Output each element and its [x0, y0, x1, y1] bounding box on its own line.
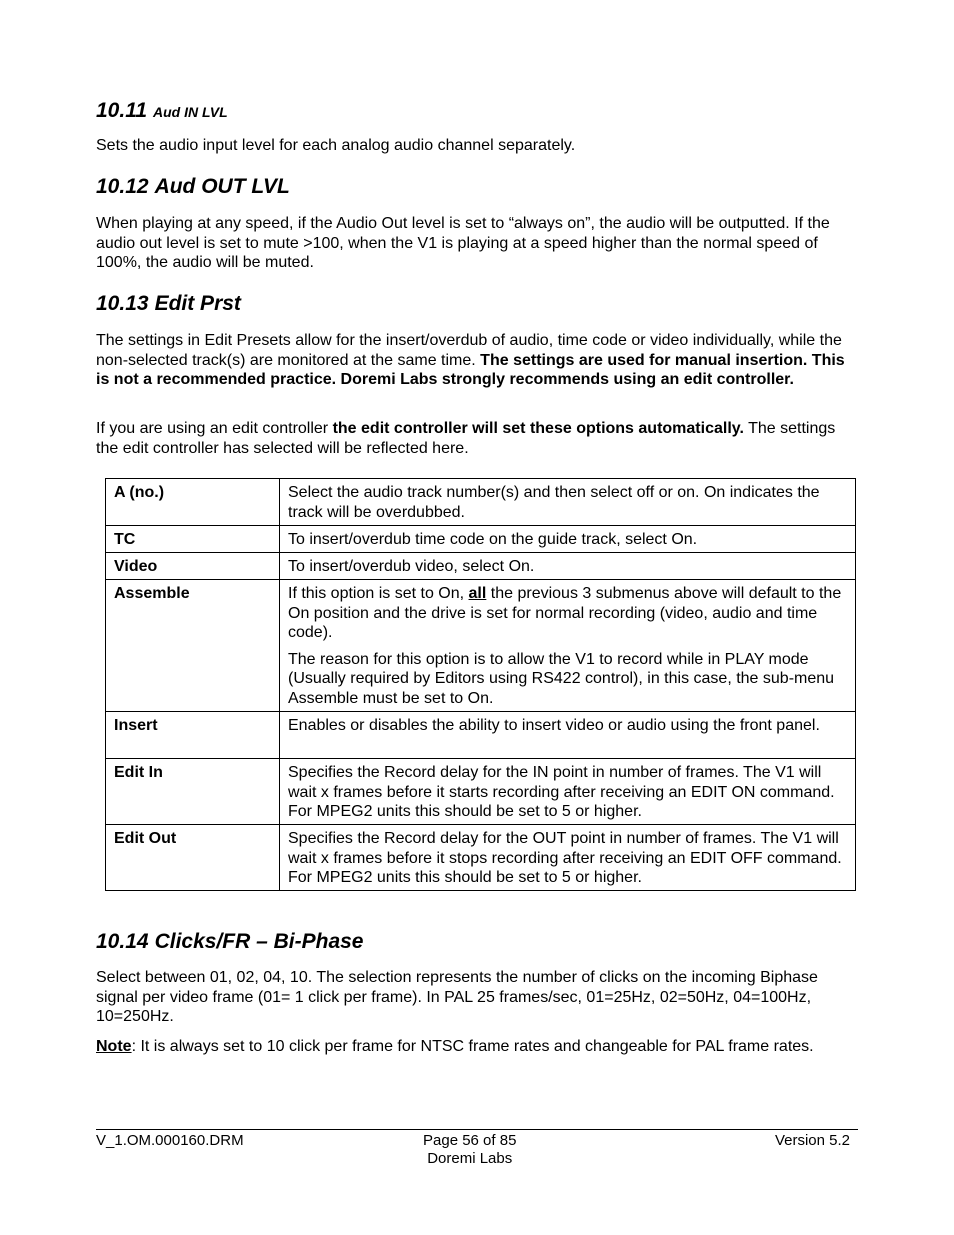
value-emphasis: all — [468, 585, 487, 602]
edit-presets-table — [105, 478, 856, 891]
value-text: If this option is set to On, — [288, 585, 469, 602]
table-row — [106, 526, 856, 553]
table-value: Specifies the Record delay for the IN point in number of frames. The V1 will wait x frames before it starts recording after receiving an EDIT ON command. For MPEG2 units this should be set to 5 or higher. — [280, 759, 856, 825]
heading-10-13 — [96, 291, 241, 316]
table-value: To insert/overdub time code on the guide track, select On. — [280, 526, 856, 553]
table-key: A (no.) — [106, 479, 280, 526]
table-value: Specifies the Record delay for the OUT point in number of frames. The V1 will wait x frames before it stops recording after receiving an EDIT OFF command. For MPEG2 units this should be set to 5 or higher. — [280, 825, 856, 891]
footer-company: Doremi Labs — [427, 1149, 513, 1167]
table-row — [106, 479, 856, 526]
table-key: Edit In — [106, 759, 280, 825]
footer-page-number: Page 56 of 85 — [423, 1132, 517, 1149]
heading-title: Clicks/FR – Bi-Phase — [154, 930, 364, 953]
table-row — [106, 712, 856, 759]
table-value: Enables or disables the ability to insert video or audio using the front panel. — [280, 712, 856, 759]
note-label: Note — [96, 1038, 132, 1055]
heading-number: 10.13 — [96, 292, 149, 315]
heading-number: 10.12 — [96, 175, 149, 198]
table-key: Video — [106, 553, 280, 580]
table-key: Assemble — [106, 580, 280, 712]
section-10-12-body: When playing at any speed, if the Audio Out level is set to “always on”, the audio will be outputted. If the audio out level is set to mute >100, when the V1 is playing at a speed higher than the normal speed of 100%, the audio will be muted. — [96, 215, 830, 271]
heading-number: 10.11 — [96, 99, 147, 122]
section-10-13-para-2 — [96, 419, 858, 458]
para-normal-text: The settings in Edit Presets allow for the insert/overdub of audio, time code or video individually, while the non-selected track(s) are monitored at the same time. — [96, 332, 842, 369]
heading-number: 10.14 — [96, 930, 149, 953]
table-key: Insert — [106, 712, 280, 759]
section-10-14-body: Select between 01, 02, 04, 10. The selection represents the number of clicks on the incoming Biphase signal per video frame (01= 1 click per frame). In PAL 25 frames/sec, 01=25Hz, 02=50Hz, 04=100Hz, 10=250Hz. — [96, 969, 818, 1025]
section-10-13-para-1 — [96, 331, 858, 390]
footer-divider — [96, 1129, 858, 1130]
table-value: To insert/overdub video, select On. — [280, 553, 856, 580]
note-text: : It is always set to 10 click per frame for NTSC frame rates and changeable for PAL frame rates. — [131, 1038, 814, 1055]
table-key: TC — [106, 526, 280, 553]
table-value: Select the audio track number(s) and then select off or on. On indicates the track will be overdubbed. — [280, 479, 856, 526]
table-key: Edit Out — [106, 825, 280, 891]
table-row — [106, 759, 856, 825]
table-value-para — [288, 584, 847, 643]
para-bold-text: the edit controller will set these options automatically. — [332, 420, 744, 437]
table-row — [106, 825, 856, 891]
section-10-11-body: Sets the audio input level for each analog audio channel separately. — [96, 137, 576, 154]
table-value — [280, 580, 856, 712]
footer-version: Version 5.2 — [774, 1132, 850, 1149]
table-row — [106, 553, 856, 580]
heading-title: Aud OUT LVL — [154, 175, 290, 198]
heading-title: Edit Prst — [154, 292, 241, 315]
heading-10-11 — [96, 96, 228, 125]
footer-page-info — [423, 1132, 516, 1167]
heading-10-14 — [96, 929, 363, 954]
heading-10-12 — [96, 174, 290, 199]
table-value-para: The reason for this option is to allow the V1 to record while in PLAY mode (Usually required by Editors using RS422 control), in this case, the sub-menu Assemble must be set to On. — [288, 650, 835, 707]
heading-title: Aud IN LVL — [153, 104, 228, 120]
para-normal-text: The settings the edit controller has selected will be reflected here. — [96, 420, 836, 457]
para-bold-text: The settings are used for manual insertion. This is not a recommended practice. Doremi Labs strongly recommends using an edit controller. — [96, 351, 845, 388]
para-normal-text: If you are using an edit controller — [96, 420, 333, 437]
value-text: the previous 3 submenus above will default to the On position and the drive is set for normal recording (video, audio and time code). — [288, 585, 842, 641]
table-row — [106, 580, 856, 712]
section-10-14-note — [96, 1037, 858, 1057]
footer-doc-id: V_1.OM.000160.DRM — [96, 1132, 244, 1149]
